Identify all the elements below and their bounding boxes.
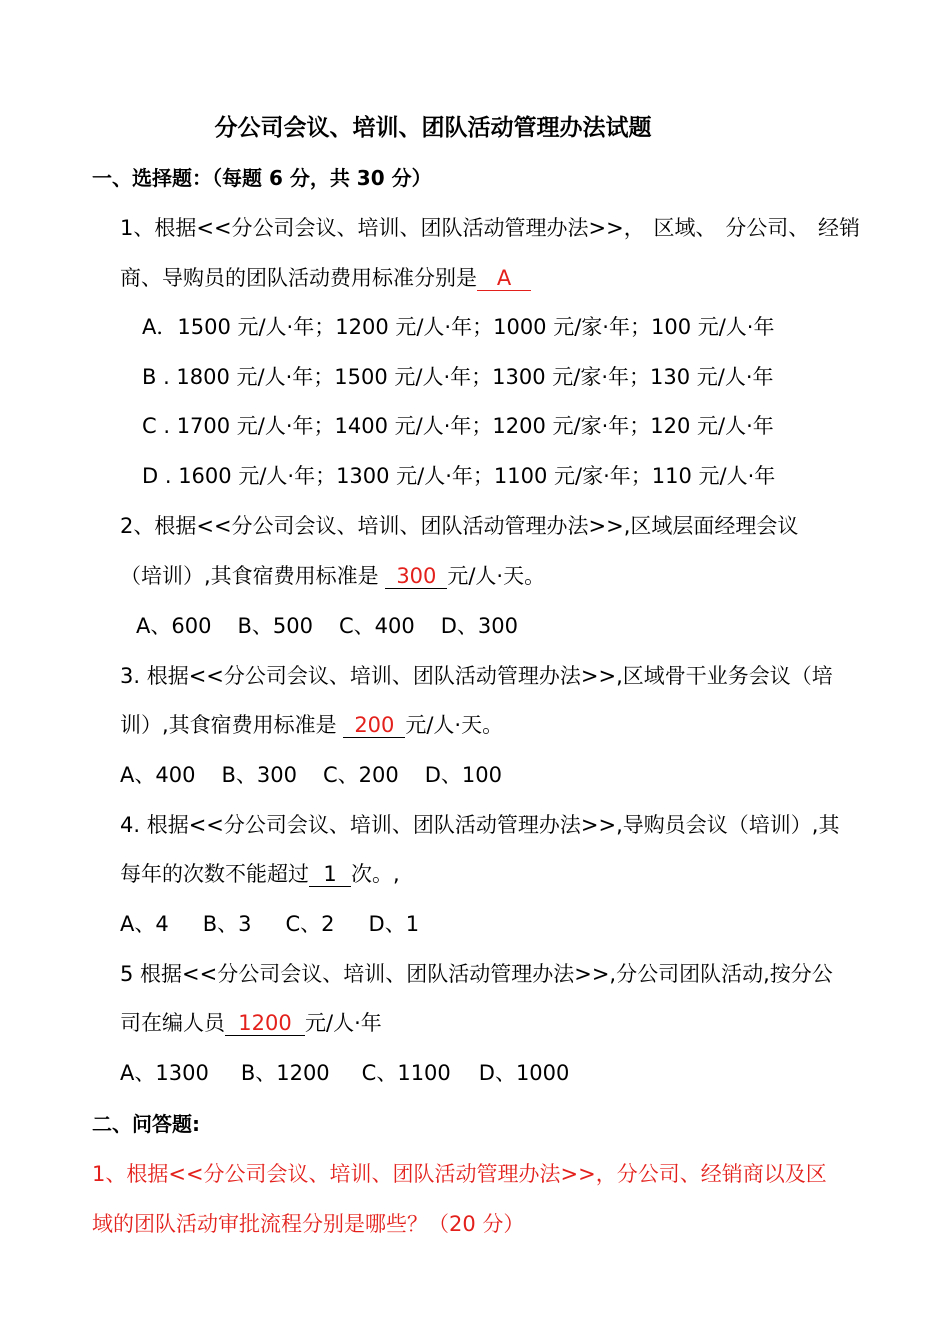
question-4-option: D、1: [368, 912, 420, 936]
question-1-text: 商、导购员的团队活动费用标准分别是: [120, 266, 477, 290]
question-2-line-1: 2、根据<<分公司会议、培训、团队活动管理办法>>,区域层面经理会议: [120, 514, 799, 538]
question-1-option-b: B . 1800 元/人·年；1500 元/人·年；1300 元/家·年；130 元/人·年: [142, 365, 774, 389]
section-heading-multiple-choice: 一、选择题：（每题 6 分，共 30 分）: [92, 166, 432, 190]
question-2-option: B、500: [237, 614, 313, 638]
question-1-text: 分公司、: [725, 216, 810, 240]
question-2-option: D、300: [440, 614, 518, 638]
question-4-answer: 1: [309, 862, 351, 887]
question-5-option: D、1000: [478, 1061, 570, 1085]
question-2-text: （培训）,其食宿费用标准是: [120, 564, 386, 588]
question-4-text: 次。,: [351, 862, 400, 886]
question-4-line-1: 4. 根据<<分公司会议、培训、团队活动管理办法>>,导购员会议（培训）,其: [120, 813, 840, 837]
question-4-option: B、3: [202, 912, 252, 936]
page-title: 分公司会议、培训、团队活动管理办法试题: [214, 115, 652, 141]
question-3-line-2: [120, 711, 503, 739]
question-1-text: 1、根据<<分公司会议、培训、团队活动管理办法>>，: [120, 216, 645, 240]
question-1-text: 区域、: [653, 216, 717, 240]
question-4-line-2: [120, 860, 400, 888]
question-1-option-c: C . 1700 元/人·年；1400 元/人·年；1200 元/家·年；120 元/人·年: [142, 414, 774, 438]
question-2-option: C、400: [338, 614, 415, 638]
question-3-option: A、400: [120, 763, 196, 787]
question-5-option: B、1200: [240, 1061, 330, 1085]
question-2-option: A、600: [136, 614, 212, 638]
question-2-text: 元/人·天。: [447, 564, 546, 588]
question-3-text: 元/人·天。: [405, 713, 504, 737]
question-3-answer: 200: [343, 713, 405, 738]
question-3-text: 训）,其食宿费用标准是: [120, 713, 344, 737]
section-heading-short-answer: 二、问答题:: [92, 1112, 200, 1136]
question-4-option: A、4: [120, 912, 169, 936]
question-1-option-d: D . 1600 元/人·年；1300 元/人·年；1100 元/家·年；110 元/人·年: [142, 464, 776, 488]
question-3-option: B、300: [221, 763, 297, 787]
question-4-options: [120, 910, 445, 938]
question-5-line-2: [120, 1009, 382, 1037]
short-answer-question-1-line-2: 域的团队活动审批流程分别是哪些？（20 分）: [92, 1212, 525, 1236]
question-1-answer: A: [477, 266, 531, 291]
question-5-option: C、1100: [361, 1061, 451, 1085]
question-1-option-a: A．1500 元/人·年；1200 元/人·年；1000 元/家·年；100 元/人·年: [142, 315, 775, 339]
question-5-text: 元/人·年: [305, 1011, 382, 1035]
question-5-text: 司在编人员: [120, 1011, 225, 1035]
question-3-line-1: 3. 根据<<分公司会议、培训、团队活动管理办法>>,区域骨干业务会议（培: [120, 664, 833, 688]
question-1-line-1: [120, 214, 860, 242]
question-5-options: [120, 1059, 595, 1087]
question-2-answer: 300: [385, 564, 447, 589]
question-2-options: [136, 612, 544, 640]
short-answer-question-1-line-1: 1、根据<<分公司会议、培训、团队活动管理办法>>，分公司、经销商以及区: [92, 1162, 827, 1186]
question-3-option: D、100: [424, 763, 502, 787]
question-5-line-1: 5 根据<<分公司会议、培训、团队活动管理办法>>,分公司团队活动,按分公: [120, 962, 833, 986]
question-1-text: 经销: [818, 216, 860, 240]
question-4-text: 每年的次数不能超过: [120, 862, 309, 886]
question-4-option: C、2: [285, 912, 335, 936]
question-5-option: A、1300: [120, 1061, 209, 1085]
question-3-option: C、200: [322, 763, 399, 787]
question-3-options: [120, 761, 528, 789]
question-5-answer: 1200: [225, 1011, 305, 1036]
question-1-line-2: [120, 264, 531, 292]
question-2-line-2: [120, 562, 545, 590]
